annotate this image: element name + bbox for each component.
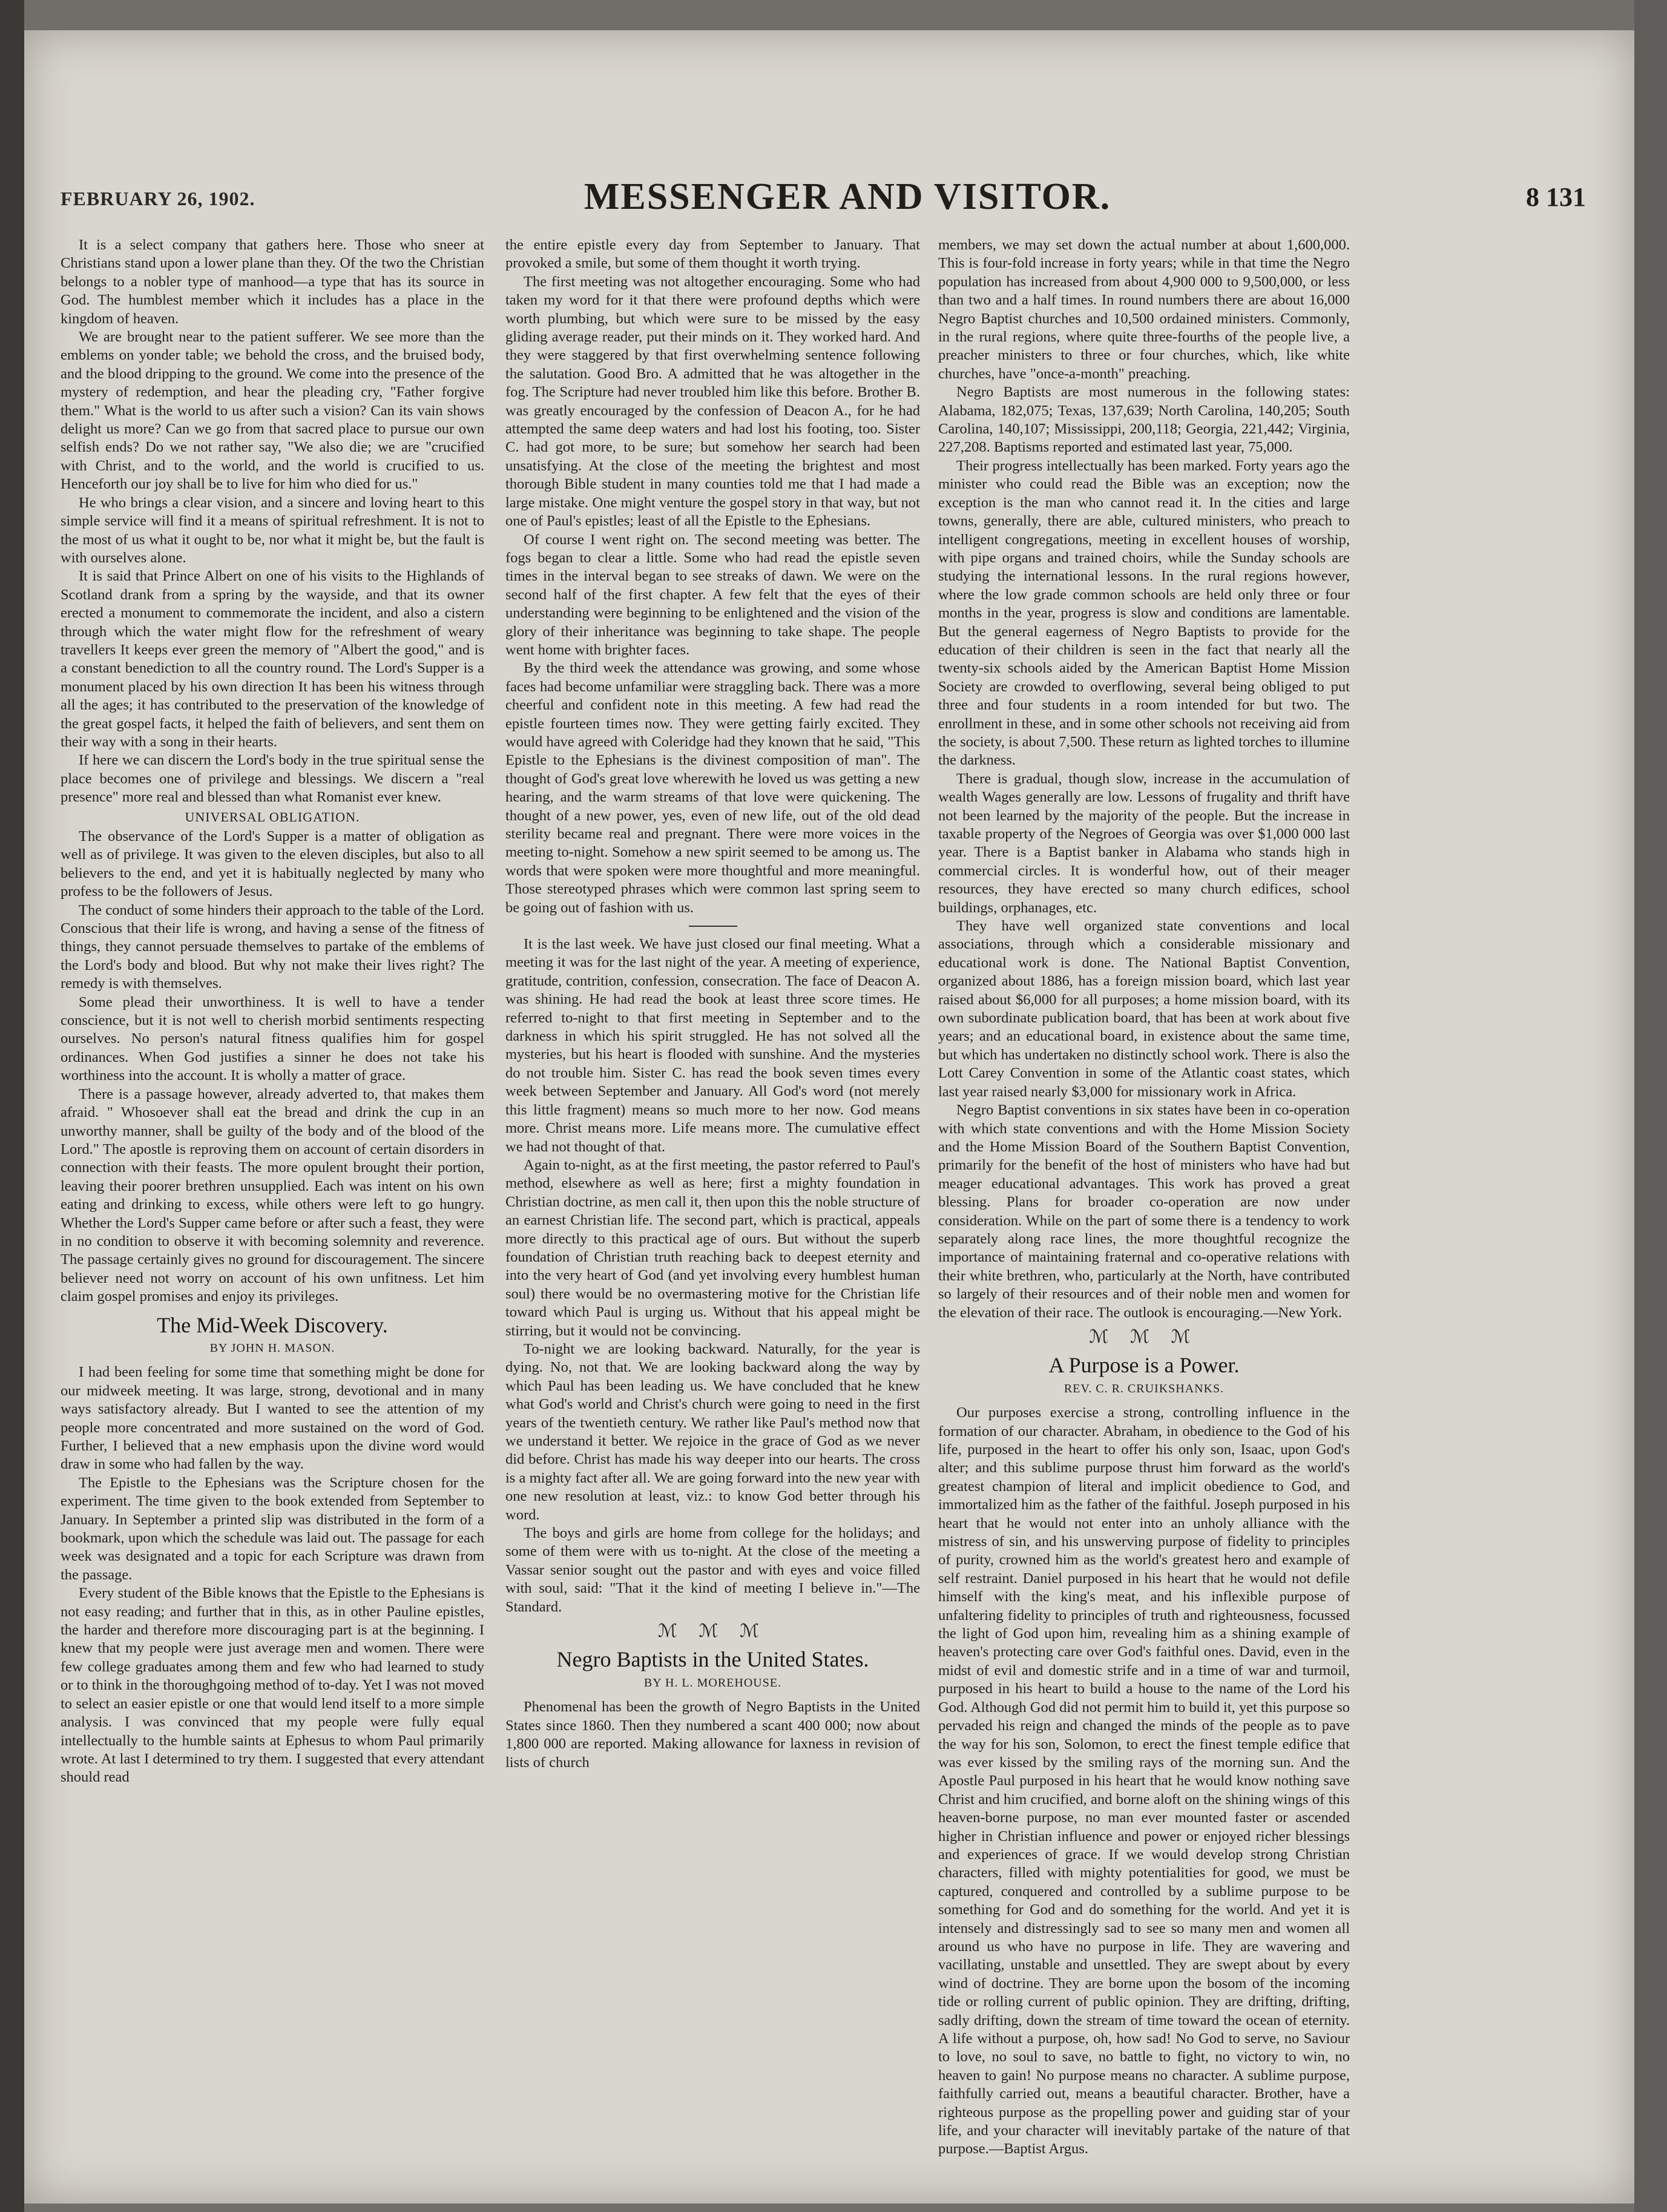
paragraph: By the third week the attendance was growing, and some whose faces had become unfamiliar were straggling back. There was a more cheerful and confident note in this meeting. A few had read the epistle fourteen times now. They were getting fairly excited. They would have agreed with Coleridge had they known that he said, "This Epistle to the Ephesians is the divinest composition of man". The thought of God's great love wherewith he loved us was getting a new hearing, and the warm streams of that love were quickening. The thought of a new power, yes, even of new life, out of the old dead sterility became real and pregnant. There were more voices in the meeting to-night. Somehow a new spirit seemed to be among us. The words that were spoken were more thoughtful and more meaningful. Those stereotyped phrases which were common last spring seem to be going out of fashion with us. bbox=[505, 660, 920, 916]
ornament-divider: ℳ ℳ ℳ bbox=[657, 1621, 768, 1642]
paragraph: members, we may set down the actual number at about 1,600,000. This is four-fold increase in forty years; while in that time the Negro population has increased from about 4,900 000 to 9,500,000, or less than two and a half times. In round numbers there are about 16,000 Negro Baptist churches and 10,500 ordained ministers. Commonly, in the rural regions, where quite three-fourths of the people live, a preacher ministers to three or four churches, which, like white churches, have "once-a-month" preaching. bbox=[938, 237, 1350, 382]
paragraph: The Epistle to the Ephesians was the Scripture chosen for the experiment. The time given to the book extended from September to January. In September a printed slip was distributed in the form of a bookmark, upon which the schedule was laid out. The passage for each week was designated and a topic for each Scripture was drawn from the passage. bbox=[61, 1474, 484, 1583]
article-byline: BY H. L. MOREHOUSE. bbox=[643, 1676, 782, 1690]
scan-right-edge bbox=[1634, 0, 1667, 2212]
page-number: 8 131 bbox=[1526, 182, 1586, 212]
paragraph: Some plead their unworthiness. It is well to have a tender conscience, but it is not well to cherish morbid sentiments respecting ourselves. No person's natural fitness qualifies him for gospel ordinances. When God justifies a sinner he does not take his worthiness into the account. It is wholly a matter of grace. bbox=[61, 993, 484, 1084]
paragraph: Phenomenal has been the growth of Negro Baptists in the United States since 1860. Then they numbered a scant 400 000; now about 1,800 000 are reported. Making allowance for laxness in revision of lists of church bbox=[505, 1699, 920, 1771]
paragraph: The observance of the Lord's Supper is a matter of obligation as well as of privilege. It was given to the eleven disciples, but also to all believers to the end, and yet it is habitually neglected by many who profess to be the followers of Jesus. bbox=[61, 828, 484, 900]
paragraph: It is said that Prince Albert on one of his visits to the Highlands of Scotland drank from a spring by the wayside, and that its owner erected a monument to commemorate the incident, and also a cistern through which the water might flow for the refreshment of weary travellers It keeps ever green the memory of "Albert the good," and is a constant benediction to all the country round. The Lord's Supper is a monument placed by his own direction It has been his witness through all the ages; it has contributed to the preservation of the knowledge of the great gospel facts, it helped the faith of believers, and sent them on their way with a song in their hearts. bbox=[61, 568, 484, 750]
paragraph: He who brings a clear vision, and a sincere and loving heart to this simple service will find it a means of spiritual refreshment. It is not to the most of us what it ought to be, nor what it might be, but the fault is with ourselves alone. bbox=[61, 494, 484, 566]
column-3 bbox=[938, 236, 1350, 2185]
section-subheading: UNIVERSAL OBLIGATION. bbox=[185, 809, 360, 825]
paragraph: It is a select company that gathers here. Those who sneer at Christians stand upon a lower plane than they. Of the two the Christian belongs to a nobler type of manhood—a type that has its source in God. The humblest member which it includes has a place in the kingdom of heaven. bbox=[61, 237, 484, 327]
paragraph: Again to-night, as at the first meeting, the pastor referred to Paul's method, elsewhere as well as here; first a mighty foundation in Christian doctrine, as men call it, then upon this the noble structure of an earnest Christian life. The second part, which is practical, appeals more directly to this practical age of ours. But without the superb foundation of Christian truth reaching back to deepest eternity and into the very heart of God (and yet involving every humblest human soul) there would be no overmastering motive for the Christian life toward which Paul is urging us. Without that his appeal might be stirring, but it would not be convincing. bbox=[505, 1156, 920, 1339]
paragraph: Of course I went right on. The second meeting was better. The fogs began to clear a little. Some who had read the epistle seven times in the interval began to see streaks of dawn. We were on the second half of the first chapter. A few felt that the eyes of their understanding were beginning to be enlightened and the vision of the glory of their inheritance was beginning to take shape. The people went home with brighter faces. bbox=[505, 531, 920, 658]
scan-left-edge bbox=[0, 0, 24, 2212]
paragraph: Our purposes exercise a strong, controlling influence in the formation of our character. Abraham, in obedience to the God of his life, purposed in the heart to offer his only son, Isaac, upon God's alter; and this sublime purpose thrust him forward as the world's greatest champion of literal and implicit obedience to God, and immortalized him as the father of the faithful. Joseph purposed in his heart that he would not enter into an unholy alliance with the mistress of sin, and his unswerving purpose of fidelity to principles of purity, crowned him as the world's greatest hero and example of self restraint. Daniel purposed in his heart that he would not defile himself with the king's meat, and his inflexible purpose of unfaltering fidelity to principles of truth and righteousness, focussed the light of God upon him, revealing him as a shining example of heaven's protecting care over God's faithful ones. David, even in the midst of evil and domestic strife and in a time of war and turmoil, purposed in his heart to build a house to the name of the Lord his God. Although God did not permit him to build it, yet this purpose so pervaded his reign and changed the minds of the people as to pave the way for his son, Solomon, to erect the finest temple edifice that was ever kissed by the smiling rays of the morning sun. And the Apostle Paul purposed in his heart that he would know nothing save Christ and him crucified, and borne aloft on the shining wings of this heaven-borne purpose, no man ever mounted faster or ascended higher in Christian influence and power or enjoyed richer blessings and experiences of grace. If we would develop strong Christian characters, filled with mighty potentialities for good, we must be captured, conquered and controlled by a sublime purpose to be something for God and do something for the world. And yet it is intensely and distressingly sad to see so many men and women all around us who have no purpose in life. They are wavering and vacillating, unstable and unsettled. They are swept about by every wind of doctrine. They are borne upon the bosom of the incoming tide or rolling current of public opinion. They are drifting, drifting, sadly drifting, down the stream of time toward the ocean of eternity. A life without a purpose, oh, how sad! No God to serve, no Saviour to love, no soul to save, no battle to fight, no victory to win, no heaven to gain! No purpose means no character. A sublime purpose, faithfully carried out, means a beautiful character. Brother, have a righteous purpose as the propelling power and guiding star of your life, and your character will inevitably partake of the nature of that purpose.—Baptist Argus. bbox=[938, 1404, 1350, 2158]
paragraph: The conduct of some hinders their approach to the table of the Lord. Conscious that their life is wrong, and having a sense of the fitness of things, they cannot persuade themselves to partake of the emblems of the Lord's body and blood. But why not make their lives right? The remedy is with themselves. bbox=[61, 901, 484, 992]
paragraph: There is a passage however, already adverted to, that makes them afraid. " Whosoever shall eat the bread and drink the cup in an unworthy manner, shall be guilty of the body and of the blood of the Lord." The apostle is reproving them on account of certain disorders in connection with their feasts. The more opulent brought their portion, leaving their poorer brethren unsupplied. Each was intent on his own eating and drinking to excess, while others were left to go hungry. Whether the Lord's Supper came before or after such a feast, they were in no condition to observe it with becoming solemnity and reverence. The passage certainly gives no ground for discouragement. The sincere believer need not worry on account of his own unfitness. Let him claim gospel promises and enjoy its privileges. bbox=[61, 1085, 484, 1305]
paragraph: The boys and girls are home from college for the holidays; and some of them were with us to-night. At the close of the meeting a Vassar senior sought out the pastor and with eyes and voice filled with soul, said: "That it the kind of meeting I believe in."—The Standard. bbox=[505, 1525, 920, 1615]
article-byline: REV. C. R. CRUIKSHANKS. bbox=[1064, 1381, 1225, 1395]
column-1 bbox=[61, 236, 484, 2185]
paragraph: It is the last week. We have just closed our final meeting. What a meeting it was for the last night of the year. A meeting of experience, gratitude, contrition, confession, consecration. The face of Deacon A. was shining. He had read the book at least three score times. He referred to-night to that first meeting in September and to the darkness in which his spirit struggled. He has not solved all the mysteries, but his heart is flooded with sunshine. And the mysteries do not trouble him. Sister C. has read the book seven times every week between September and January. All God's word (not merely this little fragment) means so much more to her now. God means more. Christ means more. Life means more. The cumulative effect we had not thought of that. bbox=[505, 936, 920, 1155]
paragraph: the entire epistle every day from September to January. That provoked a smile, but some of them thought it worth trying. bbox=[505, 237, 920, 272]
paragraph: If here we can discern the Lord's body in the true spiritual sense the place becomes one of privilege and blessings. We discern a "real presence" more real and blessed than what Romanist ever knew. bbox=[61, 752, 484, 806]
column-2 bbox=[505, 236, 920, 2185]
article-heading: The Mid-Week Discovery. bbox=[157, 1312, 388, 1337]
issue-date: FEBRUARY 26, 1902. bbox=[61, 188, 255, 209]
masthead bbox=[61, 151, 1610, 224]
ornament-divider: ℳ ℳ ℳ bbox=[1089, 1326, 1199, 1347]
paragraph: Negro Baptists are most numerous in the following states: Alabama, 182,075; Texas, 137,639; North Carolina, 140,205; South Carolina, 140,107; Mississippi, 200,118; Georgia, 221,442; Virginia, 227,208. Baptisms reported and estimated last year, 75,000. bbox=[938, 384, 1350, 456]
paragraph: They have well organized state conventions and local associations, through which a considerable missionary and educational work is done. The National Baptist Convention, organized about 1886, has a foreign mission board, which last year raised about $6,000 for all purposes; a home mission board, with its own subordinate publication board, that has been at work about five years; and an educational board, in existence about the same time, but which has undertaken no distinctly school work. There is also the Lott Carey Convention in some of the Atlantic coast states, which last year raised nearly $3,000 for missionary work in Africa. bbox=[938, 918, 1350, 1100]
paragraph: We are brought near to the patient sufferer. We see more than the emblems on yonder table; we behold the cross, and the bruised body, and the blood dripping to the ground. We come into the presence of the mystery of redemption, and hear the pleading cry, "Father forgive them." What is the world to us after such a vision? Can its vain shows delight us more? Can we go from that sacred place to pursue our own selfish ends? Do we not rather say, "We also die; we are "crucified with Christ, and to the world, and the world is crucified to us. Henceforth our joy shall be to live for him who died for us." bbox=[61, 329, 484, 493]
article-byline: BY JOHN H. MASON. bbox=[209, 1341, 335, 1355]
paragraph: There is gradual, though slow, increase in the accumulation of wealth Wages generally are low. Lessons of frugality and thrift have not been learned by the majority of the people. But the increase in taxable property of the Negroes of Georgia was over $1,000 000 last year. There is a Baptist banker in Alabama who stands high in commercial circles. It is wonderful how, out of their meager resources, they have erected so many church edifices, school buildings, orphanages, etc. bbox=[938, 770, 1350, 916]
newspaper-page bbox=[24, 30, 1634, 2204]
paragraph: The first meeting was not altogether encouraging. Some who had taken my word for it that there were profound depths which were worth plumbing, but which were sure to be missed by the easy gliding average reader, put their minds on it. They worked hard. And they were staggered by that first overwhelming sentence following the salutation. Good Bro. A admitted that he was altogether in the fog. The Scripture had never troubled him like this before. Brother B. was greatly encouraged by the confession of Deacon A., for he had attempted the same deep waters and had lost his footing, too. Sister C. had got more, to be sure; but somehow her search had been unsatisfying. At the close of the meeting the brightest and most thorough Bible student in many counties told me that I had made a large mistake. One might venture the gospel story in that way, but not one of Paul's epistles; least of all the Epistle to the Ephesians. bbox=[505, 273, 920, 530]
paragraph: To-night we are looking backward. Naturally, for the year is dying. No, not that. We are looking backward along the way by which Paul has been leading us. We have concluded that he knew what God's world and Christ's church were going to need in the first years of the twentieth century. We rather like Paul's method now that we understand it better. We rejoice in the grace of God as we never did before. Christ has made his way deeper into our hearts. The cross is a mighty fact after all. We are going forward into the new year with one new resolution at least, viz.: to know God better through his word. bbox=[505, 1340, 920, 1523]
article-heading: Negro Baptists in the United States. bbox=[556, 1647, 869, 1672]
paragraph: Negro Baptist conventions in six states have been in co-operation with which state conventions and with the Home Mission Society and the Home Mission Board of the Southern Baptist Convention, primarily for the benefit of the host of ministers who have had but meager educational advantages. This work has proved a great blessing. Plans for broader co-operation are now under consideration. While on the part of some there is a tendency to work separately along race lines, the more thoughtful recognize the importance of maintaining fraternal and co-operative relations with their white brethren, who, particularly at the North, have contributed so largely of their resources and of their noble men and women for the elevation of their race. The outlook is encouraging.—New York. bbox=[938, 1102, 1350, 1321]
newspaper-title: MESSENGER AND VISITOR. bbox=[584, 176, 1111, 217]
paragraph: Their progress intellectually has been marked. Forty years ago the minister who could read the Bible was an exception; now the exception is the man who cannot read it. In the cities and large towns, generally, there are able, cultured ministers, who preach to intelligent congregations, meeting in excellent houses of worship, with pipe organs and trained choirs, while the Sunday schools are studying the international lessons. In the rural regions however, where the low grade common schools are held only three or four months in the year, progress is slow and conditions are lamentable. But the general eagerness of Negro Baptists to provide for the education of their children is seen in the fact that nearly all the twenty-six schools aided by the American Baptist Home Mission Society are crowded to overflowing, several being obliged to put three and four students in a room intended for but two. The enrollment in these, and in some other schools not receiving aid from the society, is about 7,500. These return as lighted torches to illumine the darkness. bbox=[938, 457, 1350, 769]
article-heading: A Purpose is a Power. bbox=[1048, 1353, 1240, 1378]
section-divider bbox=[689, 926, 737, 927]
paragraph: I had been feeling for some time that something might be done for our midweek meeting. It was large, strong, devotional and in many ways satisfactory already. But I wanted to see the attention of my people more concentrated and more sustained on the word of God. Further, I believed that a new emphasis upon the divine word would draw in some who had fallen by the way. bbox=[61, 1364, 484, 1473]
paragraph: Every student of the Bible knows that the Epistle to the Ephesians is not easy reading; and further that in this, as in other Pauline epistles, the harder and therefore more discouraging part is at the beginning. I knew that my people were just average men and women. There were few college graduates among them and few who had learned to study or to think in the thoroughgoing method of to-day. Yet I was not moved to select an easier epistle or one that would lend itself to a more simple analysis. I was convinced that my people were fully equal intellectually to the humble saints at Ephesus to whom Paul primarily wrote. At last I determined to try them. I suggested that every attendant should read bbox=[61, 1585, 484, 1786]
